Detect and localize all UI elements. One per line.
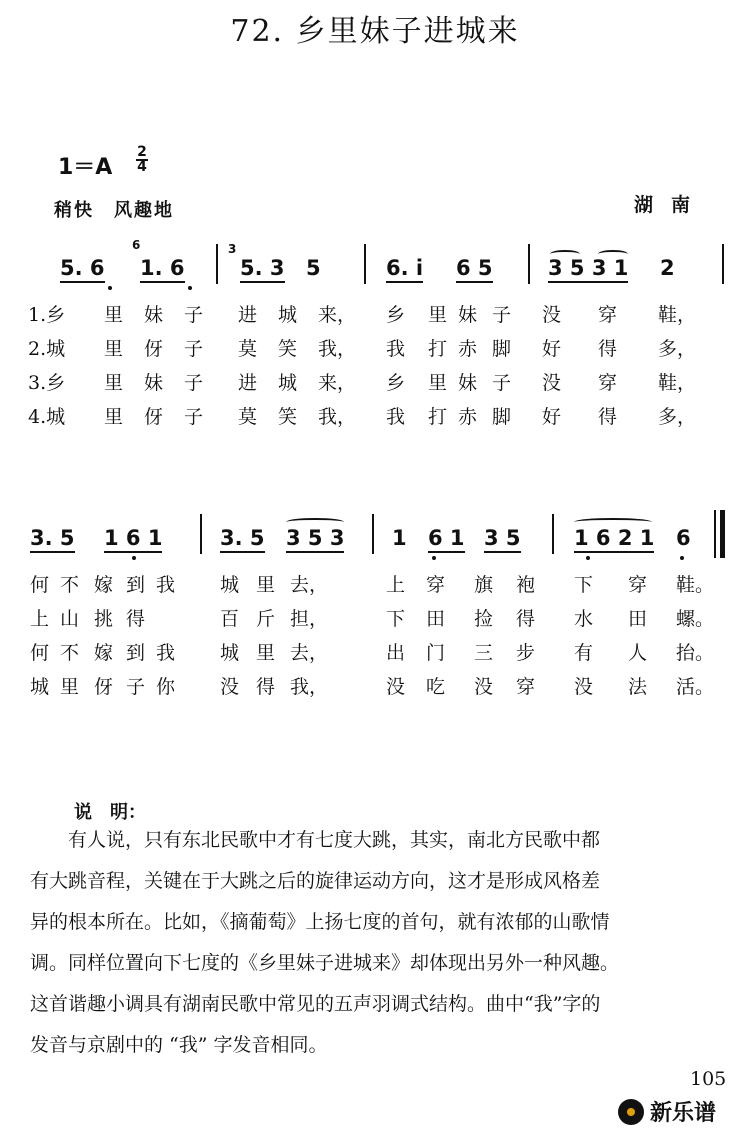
- meter-bottom: 4: [137, 159, 147, 175]
- bar-line: [722, 244, 724, 284]
- lyric-verse-1: [28, 300, 728, 330]
- bar-line: [528, 244, 530, 284]
- lyric-syllable: 里: [60, 676, 80, 698]
- lyric-syllable: 来，: [318, 304, 357, 326]
- lyric-syllable: 山: [60, 608, 80, 630]
- lyric-syllable: 我，: [318, 338, 357, 360]
- logo-text: 新乐谱: [650, 1101, 717, 1126]
- score-line-1: [0, 236, 750, 296]
- lyric-syllable: 穿: [598, 372, 618, 394]
- lyric-syllable: 乡: [386, 304, 406, 326]
- lyric-verse-3: [28, 368, 728, 398]
- lyric-syllable: 旗: [474, 574, 494, 596]
- lyric-syllable: 里: [256, 642, 276, 664]
- lyric-syllable: 1.乡: [28, 304, 66, 326]
- note-group: 3. 5: [220, 526, 265, 553]
- final-bar-line-thin: [714, 510, 716, 558]
- lyric-syllable: 有: [574, 642, 594, 664]
- low-octave-dot: [680, 556, 684, 560]
- lyric-syllable: 嫁: [94, 574, 114, 596]
- time-signature: [136, 146, 148, 174]
- explanation-line: 异的根本所在。比如，《摘葡萄》上扬七度的首句，就有浓郁的山歌情: [30, 911, 610, 933]
- score-line-2: [0, 506, 750, 566]
- lyric-syllable: 得: [598, 338, 618, 360]
- lyric-syllable: 多，: [658, 406, 697, 428]
- lyric-syllable: 进: [238, 304, 258, 326]
- lyric-syllable: 穿: [598, 304, 618, 326]
- lyric-syllable: 抬。: [676, 642, 715, 664]
- lyric-syllable: 何: [30, 574, 50, 596]
- note-group: 6: [676, 526, 691, 550]
- lyric-verse-4: [30, 672, 730, 702]
- lyric-syllable: 不: [60, 574, 80, 596]
- lyric-syllable: 上: [30, 608, 50, 630]
- lyric-syllable: 穿: [516, 676, 536, 698]
- lyric-syllable: 里: [256, 574, 276, 596]
- lyric-syllable: 得: [516, 608, 536, 630]
- lyric-syllable: 城: [220, 574, 240, 596]
- lyric-syllable: 我: [156, 574, 176, 596]
- lyric-syllable: 乡: [386, 372, 406, 394]
- lyric-syllable: 三: [474, 642, 494, 664]
- lyric-syllable: 鞋。: [676, 574, 715, 596]
- lyric-syllable: 妹: [458, 304, 478, 326]
- note-group: 6. i: [386, 256, 423, 283]
- lyric-syllable: 我，: [290, 676, 329, 698]
- lyric-syllable: 我: [386, 338, 406, 360]
- lyric-syllable: 捡: [474, 608, 494, 630]
- lyric-syllable: 伢: [144, 338, 164, 360]
- note-group: 6 5: [456, 256, 493, 283]
- lyric-syllable: 挑: [94, 608, 114, 630]
- lyric-syllable: 伢: [144, 406, 164, 428]
- tempo-marking: 稍快 风趣地: [54, 200, 174, 221]
- lyric-verse-4: [28, 402, 728, 432]
- lyric-syllable: 城: [278, 372, 298, 394]
- lyric-syllable: 笑: [278, 406, 298, 428]
- lyric-syllable: 子: [184, 372, 204, 394]
- meter-top: 2: [137, 144, 147, 160]
- lyric-syllable: 袍: [516, 574, 536, 596]
- explanation-line: 发音与京剧中的 “我” 字发音相同。: [30, 1034, 328, 1056]
- lyric-syllable: 子: [184, 338, 204, 360]
- lyric-syllable: 打: [428, 338, 448, 360]
- lyric-syllable: 去，: [290, 642, 329, 664]
- lyric-syllable: 何: [30, 642, 50, 664]
- low-octave-dot: [188, 286, 192, 290]
- lyrics-block-1: [0, 296, 750, 436]
- bar-line: [216, 244, 218, 284]
- note-group: 2: [660, 256, 675, 280]
- lyric-syllable: 得: [256, 676, 276, 698]
- lyric-syllable: 嫁: [94, 642, 114, 664]
- lyric-syllable: 进: [238, 372, 258, 394]
- lyric-syllable: 没: [542, 372, 562, 394]
- lyrics-block-2: [0, 566, 750, 706]
- bar-line: [552, 514, 554, 554]
- grace-note: 3: [228, 242, 237, 256]
- lyric-syllable: 去，: [290, 574, 329, 596]
- lyric-syllable: 我: [386, 406, 406, 428]
- lyric-syllable: 脚: [492, 338, 512, 360]
- bar-line: [372, 514, 374, 554]
- key-signature: 1＝A: [58, 155, 113, 180]
- lyric-syllable: 活。: [676, 676, 715, 698]
- lyric-syllable: 鞋，: [658, 372, 697, 394]
- lyric-syllable: 穿: [426, 574, 446, 596]
- note-group: 1. 6: [140, 256, 185, 283]
- lyric-syllable: 法: [628, 676, 648, 698]
- lyric-syllable: 不: [60, 642, 80, 664]
- slur: [286, 518, 344, 526]
- bar-line: [200, 514, 202, 554]
- lyric-verse-1: [30, 570, 730, 600]
- lyric-syllable: 里: [104, 406, 124, 428]
- note-group: 3 5 3: [286, 526, 344, 553]
- explanation-line: 调。同样位置向下七度的《乡里妹子进城来》却体现出另外一种风趣。: [30, 952, 620, 974]
- lyric-syllable: 我: [156, 642, 176, 664]
- lyric-syllable: 没: [574, 676, 594, 698]
- lyric-syllable: 到: [126, 574, 146, 596]
- note-group: 3 5: [484, 526, 521, 553]
- explanation-text: [30, 820, 730, 1066]
- lyric-syllable: 下: [574, 574, 594, 596]
- lyric-syllable: 多，: [658, 338, 697, 360]
- lyric-syllable: 出: [386, 642, 406, 664]
- lyric-syllable: 没: [542, 304, 562, 326]
- lyric-syllable: 4.城: [28, 406, 66, 428]
- lyric-syllable: 城: [30, 676, 50, 698]
- lyric-syllable: 妹: [144, 304, 164, 326]
- lyric-syllable: 门: [426, 642, 446, 664]
- lyric-syllable: 2.城: [28, 338, 66, 360]
- lyric-syllable: 里: [104, 372, 124, 394]
- note-group: 3 5 3 1: [548, 256, 628, 283]
- lyric-syllable: 你: [156, 676, 176, 698]
- note-group: 6 1: [428, 526, 465, 553]
- final-bar-line-thick: [720, 510, 725, 558]
- lyric-syllable: 莫: [238, 338, 258, 360]
- lyric-syllable: 子: [184, 304, 204, 326]
- lyric-syllable: 里: [104, 338, 124, 360]
- lyric-syllable: 得: [598, 406, 618, 428]
- low-octave-dot: [432, 556, 436, 560]
- lyric-syllable: 子: [184, 406, 204, 428]
- lyric-syllable: 螺。: [676, 608, 715, 630]
- lyric-syllable: 妹: [144, 372, 164, 394]
- lyric-syllable: 3.乡: [28, 372, 66, 394]
- note-group: 1 6 1: [104, 526, 162, 553]
- lyric-syllable: 吃: [426, 676, 446, 698]
- lyric-syllable: 里: [104, 304, 124, 326]
- lyric-syllable: 到: [126, 642, 146, 664]
- lyric-syllable: 子: [126, 676, 146, 698]
- note-group: 3. 5: [30, 526, 75, 553]
- note-group: 5. 3: [240, 256, 285, 283]
- lyric-syllable: 伢: [94, 676, 114, 698]
- lyric-syllable: 城: [278, 304, 298, 326]
- note-group: 1 6 2 1: [574, 526, 654, 553]
- lyric-syllable: 水: [574, 608, 594, 630]
- low-octave-dot: [132, 556, 136, 560]
- explanation-line: 这首谐趣小调具有湖南民歌中常见的五声羽调式结构。曲中“我”字的: [30, 993, 601, 1015]
- region-label: 湖南: [634, 194, 709, 216]
- low-octave-dot: [586, 556, 590, 560]
- note-group: 1: [392, 526, 407, 550]
- lyric-syllable: 好: [542, 406, 562, 428]
- note-group: 5. 6: [60, 256, 105, 283]
- lyric-syllable: 笑: [278, 338, 298, 360]
- lyric-syllable: 里: [428, 372, 448, 394]
- lyric-syllable: 脚: [492, 406, 512, 428]
- lyric-syllable: 田: [426, 608, 446, 630]
- lyric-syllable: 子: [492, 304, 512, 326]
- note-group: 5: [306, 256, 321, 280]
- lyric-syllable: 斤: [256, 608, 276, 630]
- bar-line: [364, 244, 366, 284]
- explanation-heading: 说 明：: [74, 802, 146, 823]
- low-octave-dot: [108, 286, 112, 290]
- record-disc-icon: [618, 1099, 644, 1125]
- site-logo: [618, 1096, 716, 1127]
- lyric-syllable: 子: [492, 372, 512, 394]
- lyric-syllable: 打: [428, 406, 448, 428]
- lyric-syllable: 得: [126, 608, 146, 630]
- lyric-syllable: 步: [516, 642, 536, 664]
- lyric-syllable: 我，: [318, 406, 357, 428]
- lyric-syllable: 鞋，: [658, 304, 697, 326]
- lyric-syllable: 田: [628, 608, 648, 630]
- lyric-syllable: 莫: [238, 406, 258, 428]
- lyric-syllable: 上: [386, 574, 406, 596]
- lyric-syllable: 赤: [458, 406, 478, 428]
- lyric-syllable: 人: [628, 642, 648, 664]
- lyric-verse-2: [30, 604, 730, 634]
- lyric-syllable: 好: [542, 338, 562, 360]
- lyric-syllable: 没: [220, 676, 240, 698]
- lyric-syllable: 赤: [458, 338, 478, 360]
- page-number: 105: [690, 1068, 727, 1090]
- explanation-line: 有人说，只有东北民歌中才有七度大跳，其实，南北方民歌中都: [30, 829, 601, 851]
- lyric-syllable: 下: [386, 608, 406, 630]
- lyric-syllable: 城: [220, 642, 240, 664]
- lyric-syllable: 来，: [318, 372, 357, 394]
- slur: [574, 518, 652, 526]
- lyric-syllable: 妹: [458, 372, 478, 394]
- lyric-syllable: 里: [428, 304, 448, 326]
- lyric-syllable: 没: [386, 676, 406, 698]
- lyric-syllable: 百: [220, 608, 240, 630]
- lyric-syllable: 担，: [290, 608, 329, 630]
- lyric-syllable: 穿: [628, 574, 648, 596]
- explanation-line: 有大跳音程，关键在于大跳之后的旋律运动方向，这才是形成风格差: [30, 870, 601, 892]
- lyric-verse-3: [30, 638, 730, 668]
- lyric-syllable: 没: [474, 676, 494, 698]
- song-title: 72. 乡里妹子进城来: [230, 14, 520, 49]
- grace-note: 6: [132, 238, 141, 252]
- lyric-verse-2: [28, 334, 728, 364]
